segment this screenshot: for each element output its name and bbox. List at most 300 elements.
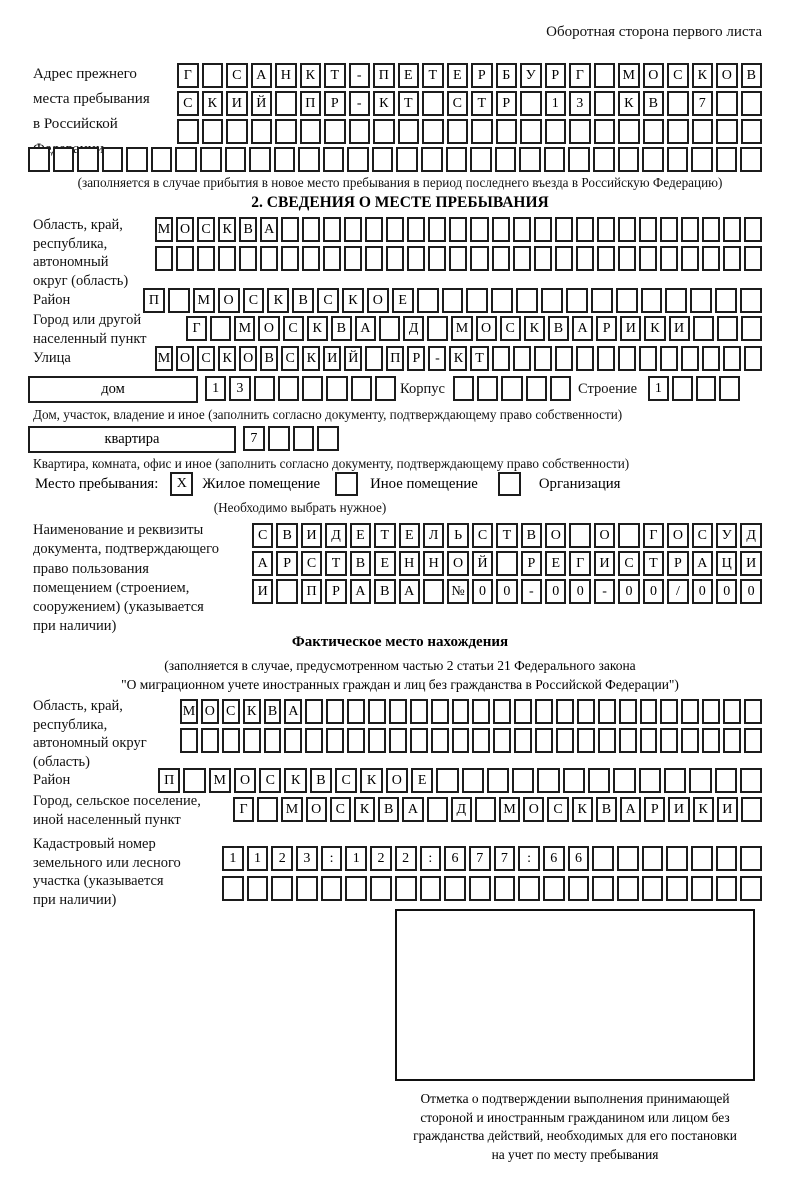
char-cell[interactable]: В (521, 523, 542, 548)
char-cell[interactable]: Т (374, 523, 395, 548)
char-cell[interactable] (691, 876, 713, 901)
char-cell[interactable] (667, 119, 689, 144)
char-cell[interactable] (566, 288, 588, 313)
char-cell[interactable]: К (243, 699, 261, 724)
char-cell[interactable] (702, 346, 720, 371)
char-cell[interactable] (155, 246, 173, 271)
char-cell[interactable] (427, 797, 448, 822)
char-cell[interactable] (407, 217, 425, 242)
char-cell[interactable] (740, 876, 762, 901)
char-cell[interactable]: 1 (247, 846, 269, 871)
char-cell[interactable]: О (306, 797, 327, 822)
char-cell[interactable] (681, 246, 699, 271)
char-cell[interactable] (365, 246, 383, 271)
char-cell[interactable] (239, 246, 257, 271)
char-cell[interactable] (300, 119, 322, 144)
checkbox-zhiloe[interactable]: X (170, 472, 193, 496)
char-cell[interactable] (616, 288, 638, 313)
char-cell[interactable] (681, 728, 699, 753)
char-cell[interactable]: Р (596, 316, 617, 341)
char-cell[interactable] (396, 147, 418, 172)
char-cell[interactable] (591, 288, 613, 313)
char-cell[interactable] (716, 119, 738, 144)
char-cell[interactable] (293, 426, 315, 451)
char-cell[interactable]: 6 (444, 846, 466, 871)
char-cell[interactable] (373, 119, 395, 144)
char-cell[interactable] (444, 876, 466, 901)
char-cell[interactable] (428, 217, 446, 242)
char-cell[interactable]: О (523, 797, 544, 822)
char-cell[interactable]: Г (177, 63, 199, 88)
char-cell[interactable] (519, 147, 541, 172)
char-cell[interactable] (598, 728, 616, 753)
char-cell[interactable]: С (222, 699, 240, 724)
char-cell[interactable] (597, 246, 615, 271)
char-cell[interactable] (619, 699, 637, 724)
char-cell[interactable] (321, 876, 343, 901)
char-cell[interactable] (534, 346, 552, 371)
char-cell[interactable] (351, 376, 372, 401)
char-cell[interactable] (492, 246, 510, 271)
char-cell[interactable] (271, 876, 293, 901)
char-cell[interactable] (305, 728, 323, 753)
char-cell[interactable]: К (342, 288, 364, 313)
char-cell[interactable]: К (644, 316, 665, 341)
char-cell[interactable] (744, 728, 762, 753)
char-cell[interactable]: С (618, 551, 639, 576)
char-cell[interactable] (741, 797, 762, 822)
char-cell[interactable]: М (451, 316, 472, 341)
char-cell[interactable]: У (520, 63, 542, 88)
char-cell[interactable]: М (281, 797, 302, 822)
char-cell[interactable] (470, 246, 488, 271)
char-cell[interactable] (126, 147, 148, 172)
char-cell[interactable] (151, 147, 173, 172)
char-cell[interactable] (723, 246, 741, 271)
char-cell[interactable] (423, 579, 444, 604)
char-cell[interactable]: Р (521, 551, 542, 576)
char-cell[interactable] (744, 346, 762, 371)
char-cell[interactable] (370, 876, 392, 901)
char-cell[interactable] (494, 876, 516, 901)
char-cell[interactable]: О (476, 316, 497, 341)
char-cell[interactable]: Т (324, 63, 346, 88)
char-cell[interactable]: Е (411, 768, 433, 793)
char-cell[interactable] (428, 246, 446, 271)
char-cell[interactable] (619, 728, 637, 753)
char-cell[interactable] (222, 728, 240, 753)
char-cell[interactable] (723, 699, 741, 724)
char-cell[interactable] (592, 876, 614, 901)
char-cell[interactable] (496, 119, 518, 144)
char-cell[interactable]: В (331, 316, 352, 341)
char-cell[interactable] (740, 288, 762, 313)
char-cell[interactable]: - (521, 579, 542, 604)
char-cell[interactable] (741, 119, 763, 144)
char-cell[interactable] (618, 217, 636, 242)
char-cell[interactable] (296, 876, 318, 901)
char-cell[interactable] (421, 147, 443, 172)
char-cell[interactable] (200, 147, 222, 172)
char-cell[interactable]: Р (407, 346, 425, 371)
char-cell[interactable] (555, 346, 573, 371)
char-cell[interactable] (268, 426, 290, 451)
char-cell[interactable]: Т (325, 551, 346, 576)
char-cell[interactable] (347, 699, 365, 724)
char-cell[interactable] (446, 147, 468, 172)
char-cell[interactable]: Д (451, 797, 472, 822)
char-cell[interactable] (323, 147, 345, 172)
char-cell[interactable]: С (281, 346, 299, 371)
char-cell[interactable]: Е (392, 288, 414, 313)
char-cell[interactable] (618, 523, 639, 548)
char-cell[interactable] (613, 768, 635, 793)
char-cell[interactable]: 2 (395, 846, 417, 871)
char-cell[interactable] (475, 797, 496, 822)
char-cell[interactable]: Г (233, 797, 254, 822)
char-cell[interactable] (744, 217, 762, 242)
char-cell[interactable] (447, 119, 469, 144)
char-cell[interactable]: 1 (345, 846, 367, 871)
char-cell[interactable]: 7 (692, 91, 714, 116)
char-cell[interactable]: 6 (543, 846, 565, 871)
char-cell[interactable]: Р (496, 91, 518, 116)
char-cell[interactable] (453, 376, 474, 401)
char-cell[interactable]: Р (644, 797, 665, 822)
char-cell[interactable]: О (176, 217, 194, 242)
char-cell[interactable]: № (447, 579, 468, 604)
char-cell[interactable] (660, 728, 678, 753)
char-cell[interactable] (642, 876, 664, 901)
char-cell[interactable]: В (310, 768, 332, 793)
char-cell[interactable] (569, 523, 590, 548)
char-cell[interactable]: К (218, 346, 236, 371)
char-cell[interactable] (520, 119, 542, 144)
char-cell[interactable] (180, 728, 198, 753)
char-cell[interactable]: Ь (447, 523, 468, 548)
char-cell[interactable]: О (716, 63, 738, 88)
char-cell[interactable]: Е (447, 63, 469, 88)
char-cell[interactable]: 6 (568, 846, 590, 871)
char-cell[interactable]: О (239, 346, 257, 371)
char-cell[interactable] (667, 147, 689, 172)
char-cell[interactable] (576, 217, 594, 242)
char-cell[interactable] (477, 376, 498, 401)
char-cell[interactable]: : (420, 846, 442, 871)
char-cell[interactable] (526, 376, 547, 401)
char-cell[interactable] (692, 119, 714, 144)
char-cell[interactable]: М (155, 346, 173, 371)
char-cell[interactable] (442, 288, 464, 313)
char-cell[interactable] (568, 147, 590, 172)
char-cell[interactable]: С (197, 346, 215, 371)
char-cell[interactable] (175, 147, 197, 172)
char-cell[interactable]: - (594, 579, 615, 604)
char-cell[interactable]: С (197, 217, 215, 242)
char-cell[interactable] (702, 728, 720, 753)
char-cell[interactable]: П (301, 579, 322, 604)
char-cell[interactable]: 0 (643, 579, 664, 604)
char-cell[interactable]: К (692, 63, 714, 88)
char-cell[interactable] (491, 288, 513, 313)
char-cell[interactable] (576, 246, 594, 271)
char-cell[interactable]: А (399, 579, 420, 604)
char-cell[interactable]: Т (496, 523, 517, 548)
char-cell[interactable] (326, 699, 344, 724)
char-cell[interactable] (368, 699, 386, 724)
char-cell[interactable]: С (500, 316, 521, 341)
char-cell[interactable] (395, 876, 417, 901)
char-cell[interactable] (466, 288, 488, 313)
char-cell[interactable]: М (618, 63, 640, 88)
char-cell[interactable] (665, 288, 687, 313)
char-cell[interactable] (449, 246, 467, 271)
char-cell[interactable]: Г (186, 316, 207, 341)
char-cell[interactable]: К (284, 768, 306, 793)
char-cell[interactable] (691, 846, 713, 871)
char-cell[interactable] (326, 728, 344, 753)
char-cell[interactable]: К (360, 768, 382, 793)
char-cell[interactable] (555, 246, 573, 271)
char-cell[interactable]: 1 (222, 846, 244, 871)
char-cell[interactable]: Р (667, 551, 688, 576)
char-cell[interactable] (660, 217, 678, 242)
char-cell[interactable]: П (300, 91, 322, 116)
char-cell[interactable]: К (202, 91, 224, 116)
char-cell[interactable] (716, 876, 738, 901)
char-cell[interactable] (689, 768, 711, 793)
char-cell[interactable]: С (547, 797, 568, 822)
char-cell[interactable]: И (668, 797, 689, 822)
char-cell[interactable] (431, 728, 449, 753)
char-cell[interactable]: К (693, 797, 714, 822)
char-cell[interactable] (702, 217, 720, 242)
char-cell[interactable] (681, 699, 699, 724)
char-cell[interactable] (723, 728, 741, 753)
char-cell[interactable] (254, 376, 275, 401)
char-cell[interactable] (368, 728, 386, 753)
char-cell[interactable] (202, 63, 224, 88)
char-cell[interactable]: Е (374, 551, 395, 576)
char-cell[interactable] (427, 316, 448, 341)
char-cell[interactable]: Г (643, 523, 664, 548)
char-cell[interactable] (740, 846, 762, 871)
char-cell[interactable] (422, 91, 444, 116)
char-cell[interactable] (556, 728, 574, 753)
char-cell[interactable]: А (355, 316, 376, 341)
char-cell[interactable]: Н (275, 63, 297, 88)
char-cell[interactable]: Р (471, 63, 493, 88)
char-cell[interactable] (641, 288, 663, 313)
char-cell[interactable]: 0 (618, 579, 639, 604)
char-cell[interactable]: 3 (229, 376, 250, 401)
char-cell[interactable] (472, 728, 490, 753)
char-cell[interactable] (618, 147, 640, 172)
char-cell[interactable]: А (402, 797, 423, 822)
char-cell[interactable]: В (596, 797, 617, 822)
char-cell[interactable] (493, 728, 511, 753)
char-cell[interactable]: К (524, 316, 545, 341)
char-cell[interactable]: 7 (469, 846, 491, 871)
char-cell[interactable]: Е (398, 63, 420, 88)
char-cell[interactable]: В (374, 579, 395, 604)
char-cell[interactable]: А (284, 699, 302, 724)
char-cell[interactable] (588, 768, 610, 793)
char-cell[interactable]: А (692, 551, 713, 576)
char-cell[interactable]: 0 (740, 579, 761, 604)
char-cell[interactable]: О (594, 523, 615, 548)
char-cell[interactable] (715, 288, 737, 313)
char-cell[interactable] (278, 376, 299, 401)
char-cell[interactable]: О (447, 551, 468, 576)
char-cell[interactable] (386, 217, 404, 242)
char-cell[interactable] (593, 147, 615, 172)
char-cell[interactable] (197, 246, 215, 271)
char-cell[interactable]: К (373, 91, 395, 116)
char-cell[interactable] (691, 147, 713, 172)
char-cell[interactable] (597, 217, 615, 242)
char-cell[interactable]: Е (350, 523, 371, 548)
char-cell[interactable]: М (209, 768, 231, 793)
char-cell[interactable]: В (264, 699, 282, 724)
char-cell[interactable] (247, 876, 269, 901)
char-cell[interactable]: П (373, 63, 395, 88)
char-cell[interactable] (53, 147, 75, 172)
char-cell[interactable] (664, 768, 686, 793)
char-cell[interactable] (349, 119, 371, 144)
char-cell[interactable] (469, 876, 491, 901)
char-cell[interactable]: Р (545, 63, 567, 88)
char-cell[interactable]: 0 (496, 579, 517, 604)
char-cell[interactable]: В (350, 551, 371, 576)
char-cell[interactable]: 1 (648, 376, 669, 401)
char-cell[interactable] (422, 119, 444, 144)
char-cell[interactable]: Б (496, 63, 518, 88)
char-cell[interactable] (410, 728, 428, 753)
char-cell[interactable] (741, 91, 763, 116)
char-cell[interactable] (618, 346, 636, 371)
char-cell[interactable]: П (386, 346, 404, 371)
char-cell[interactable] (365, 217, 383, 242)
char-cell[interactable] (324, 119, 346, 144)
char-cell[interactable]: 2 (370, 846, 392, 871)
char-cell[interactable] (275, 91, 297, 116)
char-cell[interactable] (225, 147, 247, 172)
char-cell[interactable] (323, 246, 341, 271)
char-cell[interactable]: С (667, 63, 689, 88)
char-cell[interactable]: К (449, 346, 467, 371)
char-cell[interactable]: И (323, 346, 341, 371)
char-cell[interactable]: К (300, 63, 322, 88)
char-cell[interactable]: 7 (494, 846, 516, 871)
char-cell[interactable] (431, 699, 449, 724)
char-cell[interactable] (717, 316, 738, 341)
char-cell[interactable]: С (447, 91, 469, 116)
char-cell[interactable] (298, 147, 320, 172)
char-cell[interactable] (492, 346, 510, 371)
char-cell[interactable] (302, 217, 320, 242)
char-cell[interactable]: 7 (243, 426, 265, 451)
char-cell[interactable] (470, 217, 488, 242)
char-cell[interactable] (472, 699, 490, 724)
char-cell[interactable]: 0 (472, 579, 493, 604)
char-cell[interactable] (555, 217, 573, 242)
char-cell[interactable]: А (251, 63, 273, 88)
char-cell[interactable] (462, 768, 484, 793)
char-cell[interactable]: Р (276, 551, 297, 576)
char-cell[interactable]: Д (403, 316, 424, 341)
char-cell[interactable]: И (226, 91, 248, 116)
char-cell[interactable] (696, 376, 717, 401)
char-cell[interactable]: 0 (692, 579, 713, 604)
char-cell[interactable]: У (716, 523, 737, 548)
char-cell[interactable]: С (259, 768, 281, 793)
char-cell[interactable] (495, 147, 517, 172)
char-cell[interactable] (436, 768, 458, 793)
char-cell[interactable]: Т (398, 91, 420, 116)
char-cell[interactable] (568, 876, 590, 901)
char-cell[interactable]: И (594, 551, 615, 576)
char-cell[interactable] (594, 91, 616, 116)
char-cell[interactable] (569, 119, 591, 144)
char-cell[interactable] (249, 147, 271, 172)
char-cell[interactable] (518, 876, 540, 901)
char-cell[interactable]: О (386, 768, 408, 793)
char-cell[interactable] (347, 728, 365, 753)
char-cell[interactable] (550, 376, 571, 401)
char-cell[interactable] (487, 768, 509, 793)
char-cell[interactable]: И (301, 523, 322, 548)
char-cell[interactable]: В (548, 316, 569, 341)
char-cell[interactable]: В (292, 288, 314, 313)
char-cell[interactable]: С (472, 523, 493, 548)
char-cell[interactable] (281, 246, 299, 271)
char-cell[interactable] (323, 217, 341, 242)
char-cell[interactable] (274, 147, 296, 172)
char-cell[interactable] (618, 119, 640, 144)
char-cell[interactable]: В (378, 797, 399, 822)
char-cell[interactable] (516, 288, 538, 313)
char-cell[interactable] (639, 246, 657, 271)
char-cell[interactable] (345, 876, 367, 901)
char-cell[interactable] (375, 376, 396, 401)
char-cell[interactable]: Л (423, 523, 444, 548)
char-cell[interactable] (452, 699, 470, 724)
char-cell[interactable] (594, 119, 616, 144)
char-cell[interactable] (276, 579, 297, 604)
char-cell[interactable] (326, 376, 347, 401)
char-cell[interactable] (716, 147, 738, 172)
char-cell[interactable] (501, 376, 522, 401)
char-cell[interactable] (243, 728, 261, 753)
char-cell[interactable] (420, 876, 442, 901)
char-cell[interactable] (594, 63, 616, 88)
char-cell[interactable] (617, 846, 639, 871)
char-cell[interactable] (344, 246, 362, 271)
char-cell[interactable]: С (330, 797, 351, 822)
char-cell[interactable] (183, 768, 205, 793)
char-cell[interactable] (690, 288, 712, 313)
char-cell[interactable]: Н (399, 551, 420, 576)
char-cell[interactable]: М (499, 797, 520, 822)
char-cell[interactable] (452, 728, 470, 753)
char-cell[interactable] (715, 768, 737, 793)
char-cell[interactable]: К (267, 288, 289, 313)
char-cell[interactable]: Й (472, 551, 493, 576)
char-cell[interactable]: Г (569, 63, 591, 88)
char-cell[interactable] (537, 768, 559, 793)
char-cell[interactable]: С (243, 288, 265, 313)
